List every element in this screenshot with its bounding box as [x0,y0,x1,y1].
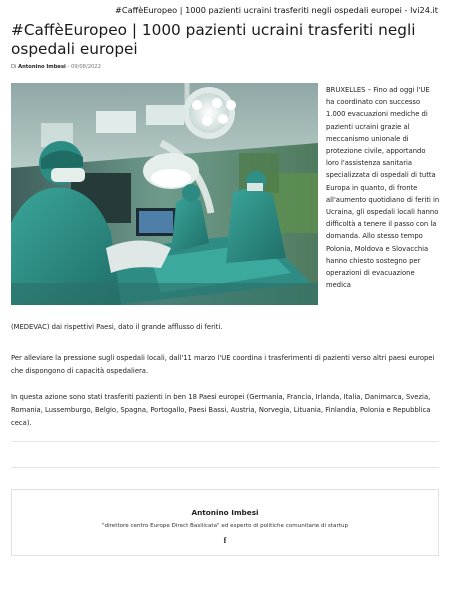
article-paragraph-3: In questa azione sono stati trasferiti pazienti in ben 18 Paesi europei (Germania, Francia, Irlanda, Italia, Danimarca, Svezia, Romania, Lussemburgo, Belgio, Spagna, Portogallo, Paesi Bassi, Austria, Norvegia, Lituania, Finlandia, Polonia e Repubblica ceca). [11,393,431,427]
byline-prefix: Di [11,64,17,70]
article-paragraph-2: Per alleviare la pressione sugli ospedali locali, dall'11 marzo l'UE coordina i trasferimenti di pazienti verso altri paesi europei che dispongono di capacità ospedaliera. [11,354,435,375]
publish-date: 09/08/2022 [71,64,101,70]
article-image [11,83,318,305]
article-paragraph-1: (MEDEVAC) dai rispettivi Paesi, dato il grande afflusso di feriti. [11,323,223,331]
operating-room-illustration [11,83,318,305]
facebook-icon[interactable]: f [223,536,227,545]
byline [11,64,101,70]
tab-title: #CaffèEuropeo | 1000 pazienti ucraini trasferiti negli ospedali europei - lvi24.it [115,5,438,15]
article-title: #CaffèEuropeo | 1000 pazienti ucraini trasferiti negli ospedali europei [11,21,416,58]
divider [11,441,439,442]
byline-separator: - [67,64,70,70]
author-box [11,489,439,556]
article-intro: BRUXELLES – Fino ad oggi l'UE ha coordinato con successo 1.000 evacuazioni mediche di pazienti ucraini grazie al meccanismo unionale di protezione civile, apportando loro l'assistenza sanitaria specializzata di ospedali di tutta Europa in quanto, di fronte all'aumento quotidiano di feriti in Ucraina, gli ospedali locali hanno difficoltà a tenere il passo con la domanda. Allo stesso tempo Polonia, Moldova e Slovacchia hanno chiesto sostegno per operazioni di evacuazione medica [326,86,440,290]
author-name[interactable]: Antonino Imbesi [191,508,259,517]
divider [11,467,439,468]
author-bio: "direttore centro Europe Direct Basilicata" ed esperto di politiche comunitarie di startup [101,523,349,529]
author-link[interactable]: Antonino Imbesi [18,64,66,70]
